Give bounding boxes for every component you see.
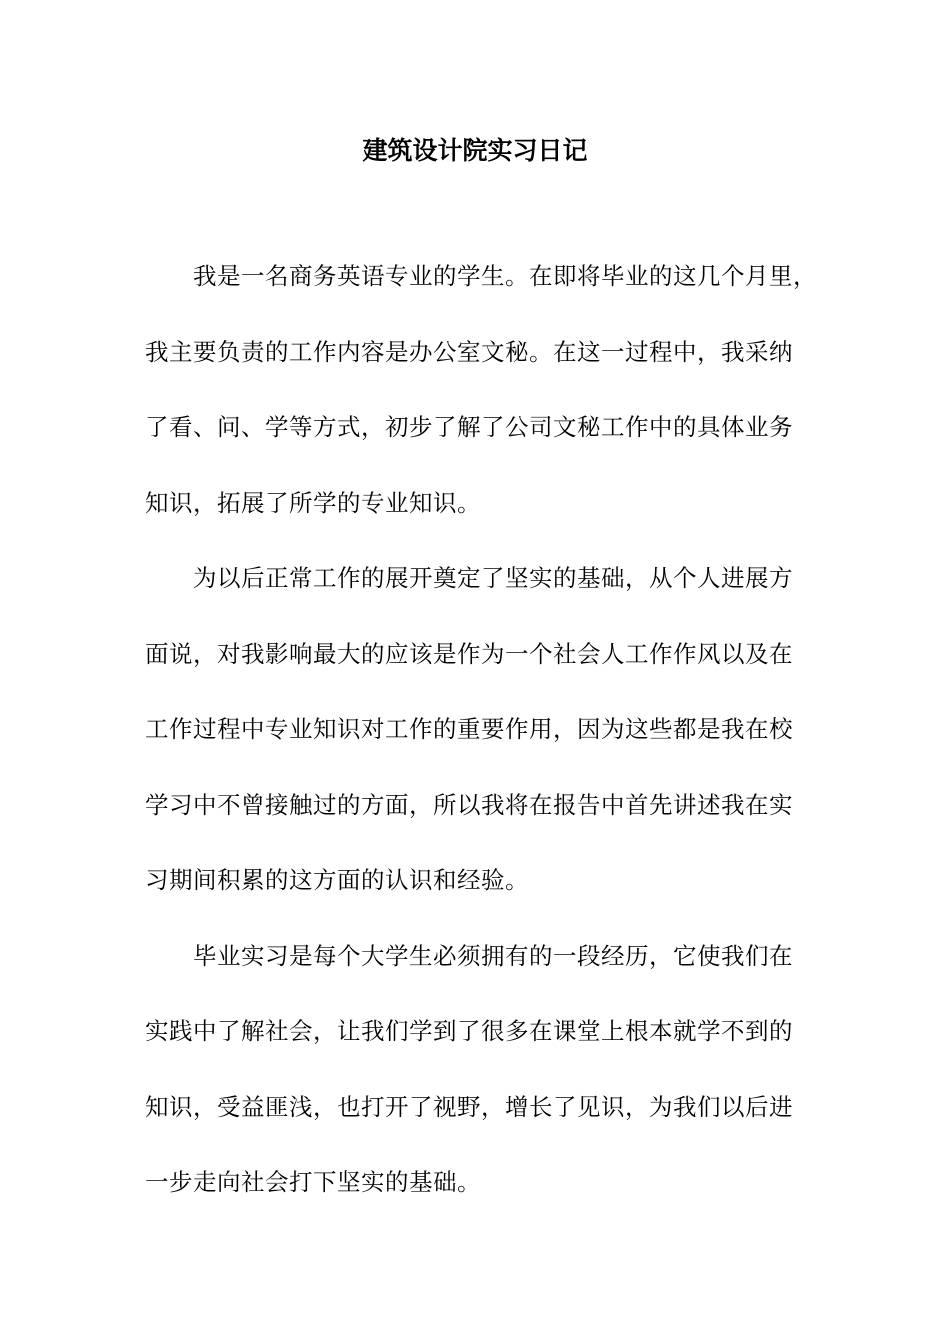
text-line: 我是一名商务英语专业的学生。在即将毕业的这几个月里， [193,262,817,290]
text-line: 了看、问、学等方式，初步了解了公司文秘工作中的具体业务 [145,413,793,441]
text-line: 知识，拓展了所学的专业知识。 [145,488,481,517]
document-body [145,258,817,1240]
text-line: 毕业实习是每个大学生必须拥有的一段经历，它使我们在 [193,941,793,970]
text-line: 为以后正常工作的展开奠定了坚实的基础，从个人进展方 [193,564,793,592]
text-line: 知识，受益匪浅，也打开了视野，增长了见识，为我们以后进 [145,1092,793,1121]
page-title: 建筑设计院实习日记 [362,136,588,165]
text-line: 一步走向社会打下坚实的基础。 [145,1168,481,1196]
text-line: 我主要负责的工作内容是办公室文秘。在这一过程中，我采纳 [145,337,793,366]
text-line: 工作过程中专业知识对工作的重要作用，因为这些都是我在校 [145,715,793,743]
text-line: 实践中了解社会，让我们学到了很多在课堂上根本就学不到的 [145,1017,793,1045]
text-line: 面说，对我影响最大的应该是作为一个社会人工作作风以及在 [145,639,793,668]
text-line: 习期间积累的这方面的认识和经验。 [145,866,529,894]
text-line: 学习中不曾接触过的方面，所以我将在报告中首先讲述我在实 [145,790,793,819]
